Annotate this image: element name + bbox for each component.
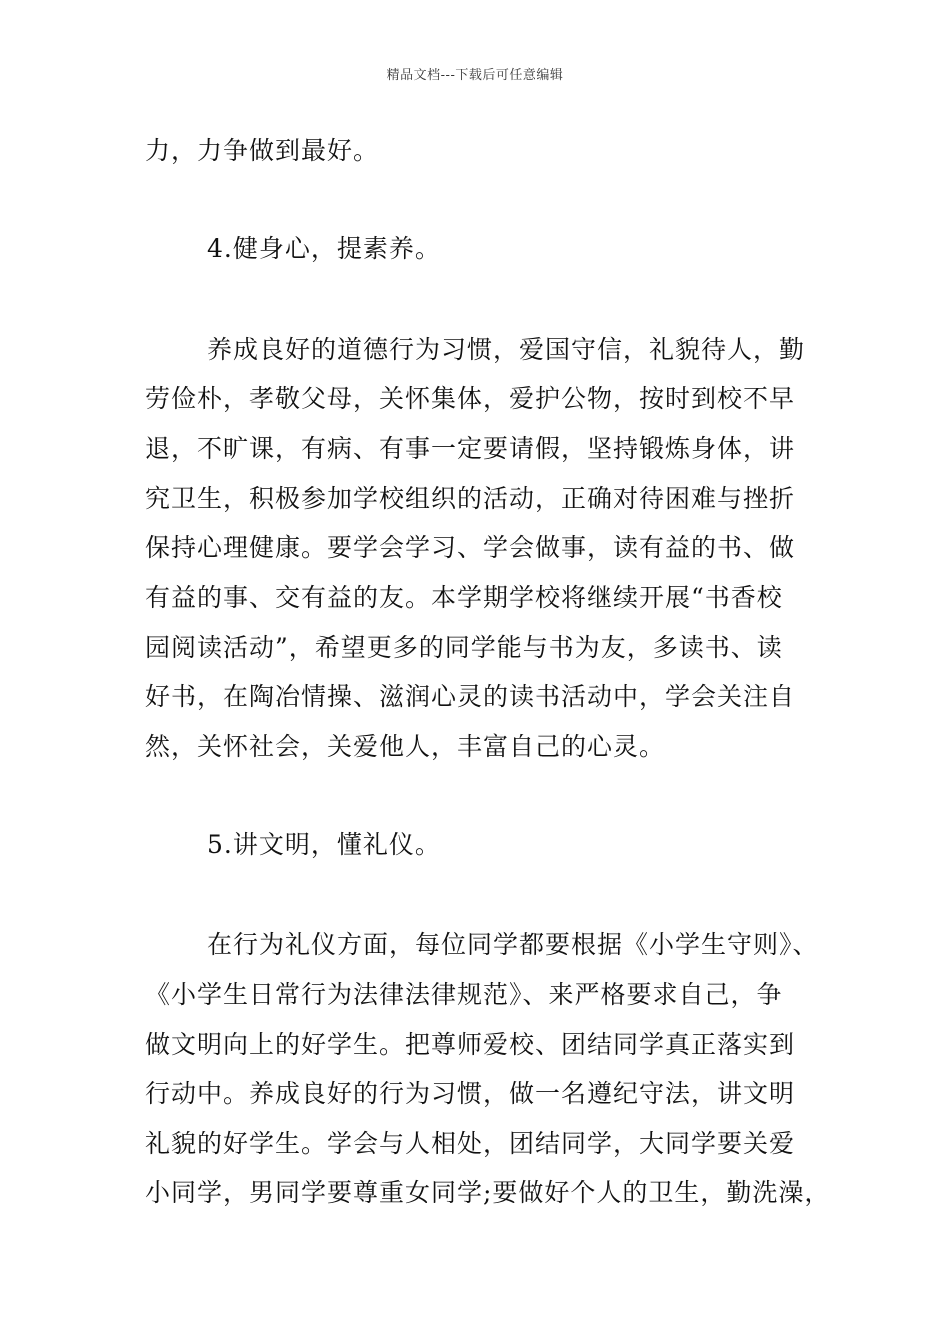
paragraph-line: 退，不旷课，有病、有事一定要请假，坚持锻炼身体，讲 (145, 434, 796, 463)
paragraph-line: 究卫生，积极参加学校组织的活动，正确对待困难与挫折 (145, 484, 796, 513)
paragraph-line: 好书，在陶冶情操、滋润心灵的读书活动中，学会关注自 (145, 682, 796, 711)
page-header: 精品文档---下载后可任意编辑 (386, 68, 564, 83)
paragraph-line: 行动中。养成良好的行为习惯，做一名遵纪守法，讲文明 (145, 1079, 796, 1108)
paragraph-line: 劳俭朴，孝敬父母，关怀集体，爱护公物，按时到校不早 (145, 384, 796, 413)
paragraph-line: 力，力争做到最好。 (145, 136, 380, 165)
paragraph-line: 养成良好的道德行为习惯，爱国守信，礼貌待人，勤 (207, 335, 806, 364)
paragraph-line: 小同学，男同学要尊重女同学;要做好个人的卫生，勤洗澡， (145, 1178, 831, 1207)
paragraph-line: 在行为礼仪方面，每位同学都要根据《小学生守则》、 (207, 930, 819, 959)
section-heading: 4.健身心，提素养。 (207, 234, 441, 263)
paragraph-line: 《小学生日常行为法律法律规范》、来严格要求自己，争 (145, 980, 783, 1009)
paragraph-line: 礼貌的好学生。学会与人相处，团结同学，大同学要关爱 (145, 1129, 796, 1158)
paragraph-line: 有益的事、交有益的友。本学期学校将继续开展“书香校 (145, 583, 783, 612)
paragraph-line: 然，关怀社会，关爱他人，丰富自己的心灵。 (145, 732, 666, 761)
paragraph-line: 保持心理健康。要学会学习、学会做事，读有益的书、做 (145, 533, 796, 562)
paragraph-line: 做文明向上的好学生。把尊师爱校、团结同学真正落实到 (145, 1030, 796, 1059)
section-heading: 5.讲文明，懂礼仪。 (207, 830, 441, 859)
paragraph-line: 园阅读活动”，希望更多的同学能与书为友，多读书、读 (145, 633, 783, 662)
